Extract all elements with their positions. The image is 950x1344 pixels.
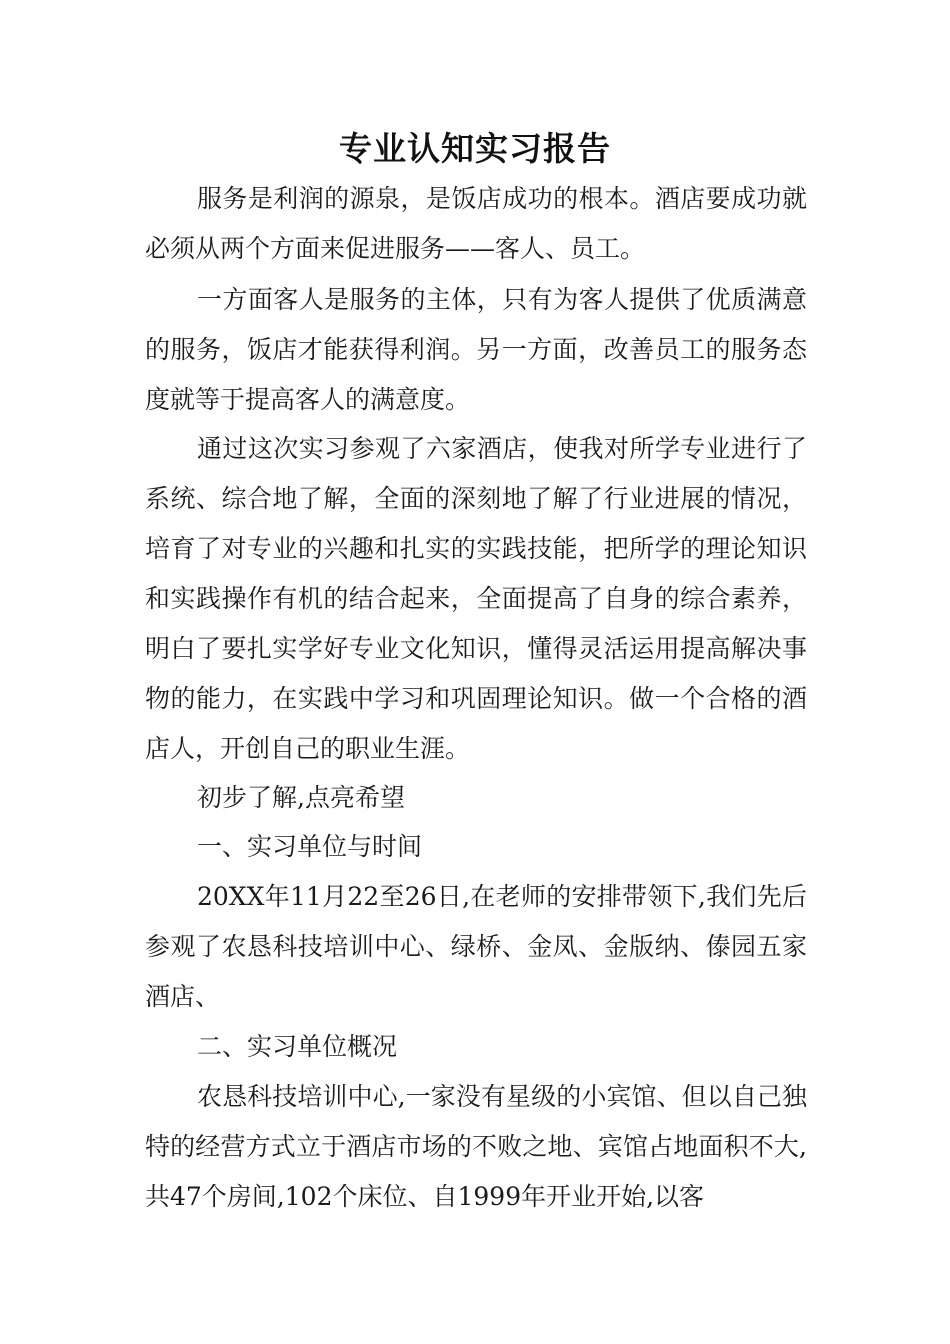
- paragraph-unit-overview: 农恳科技培训中心,一家没有星级的小宾馆、但以自己独特的经营方式立于酒店市场的不败之地、宾馆占地面积不大,共47个房间,102个床位、自1999年开业开始,以客: [145, 1082, 807, 1211]
- paragraph-internship-summary: 通过这次实习参观了六家酒店，使我对所学专业进行了系统、综合地了解，全面的深刻地了解了行业进展的情况，培育了对专业的兴趣和扎实的实践技能，把所学的理论知识和实践操作有机的结合起来，全面提高了自身的综合素养，明白了要扎实学好专业文化知识，懂得灵活运用提高解决事物的能力，在实践中学习和巩固理论知识。做一个合格的酒店人，开创自己的职业生涯。: [145, 434, 807, 763]
- document-title: 专业认知实习报告: [339, 129, 611, 168]
- paragraph-customer-focus: 一方面客人是服务的主体，只有为客人提供了优质满意的服务，饭店才能获得利润。另一方面，改善员工的服务态度就等于提高客人的满意度。: [145, 285, 807, 414]
- section-heading-unit-time: 一、实习单位与时间: [197, 832, 423, 861]
- section-heading-intro: 初步了解,点亮希望: [197, 783, 405, 812]
- paragraph-unit-time: 20XX年11月22至26日,在老师的安排带领下,我们先后参观了农恳科技培训中心、绿桥、金凤、金版纳、傣园五家酒店、: [145, 882, 807, 1011]
- section-heading-unit-overview: 二、实习单位概况: [197, 1032, 398, 1061]
- paragraph-service-source: 服务是利润的源泉，是饭店成功的根本。酒店要成功就必须从两个方面来促进服务——客人、员工。: [145, 184, 807, 263]
